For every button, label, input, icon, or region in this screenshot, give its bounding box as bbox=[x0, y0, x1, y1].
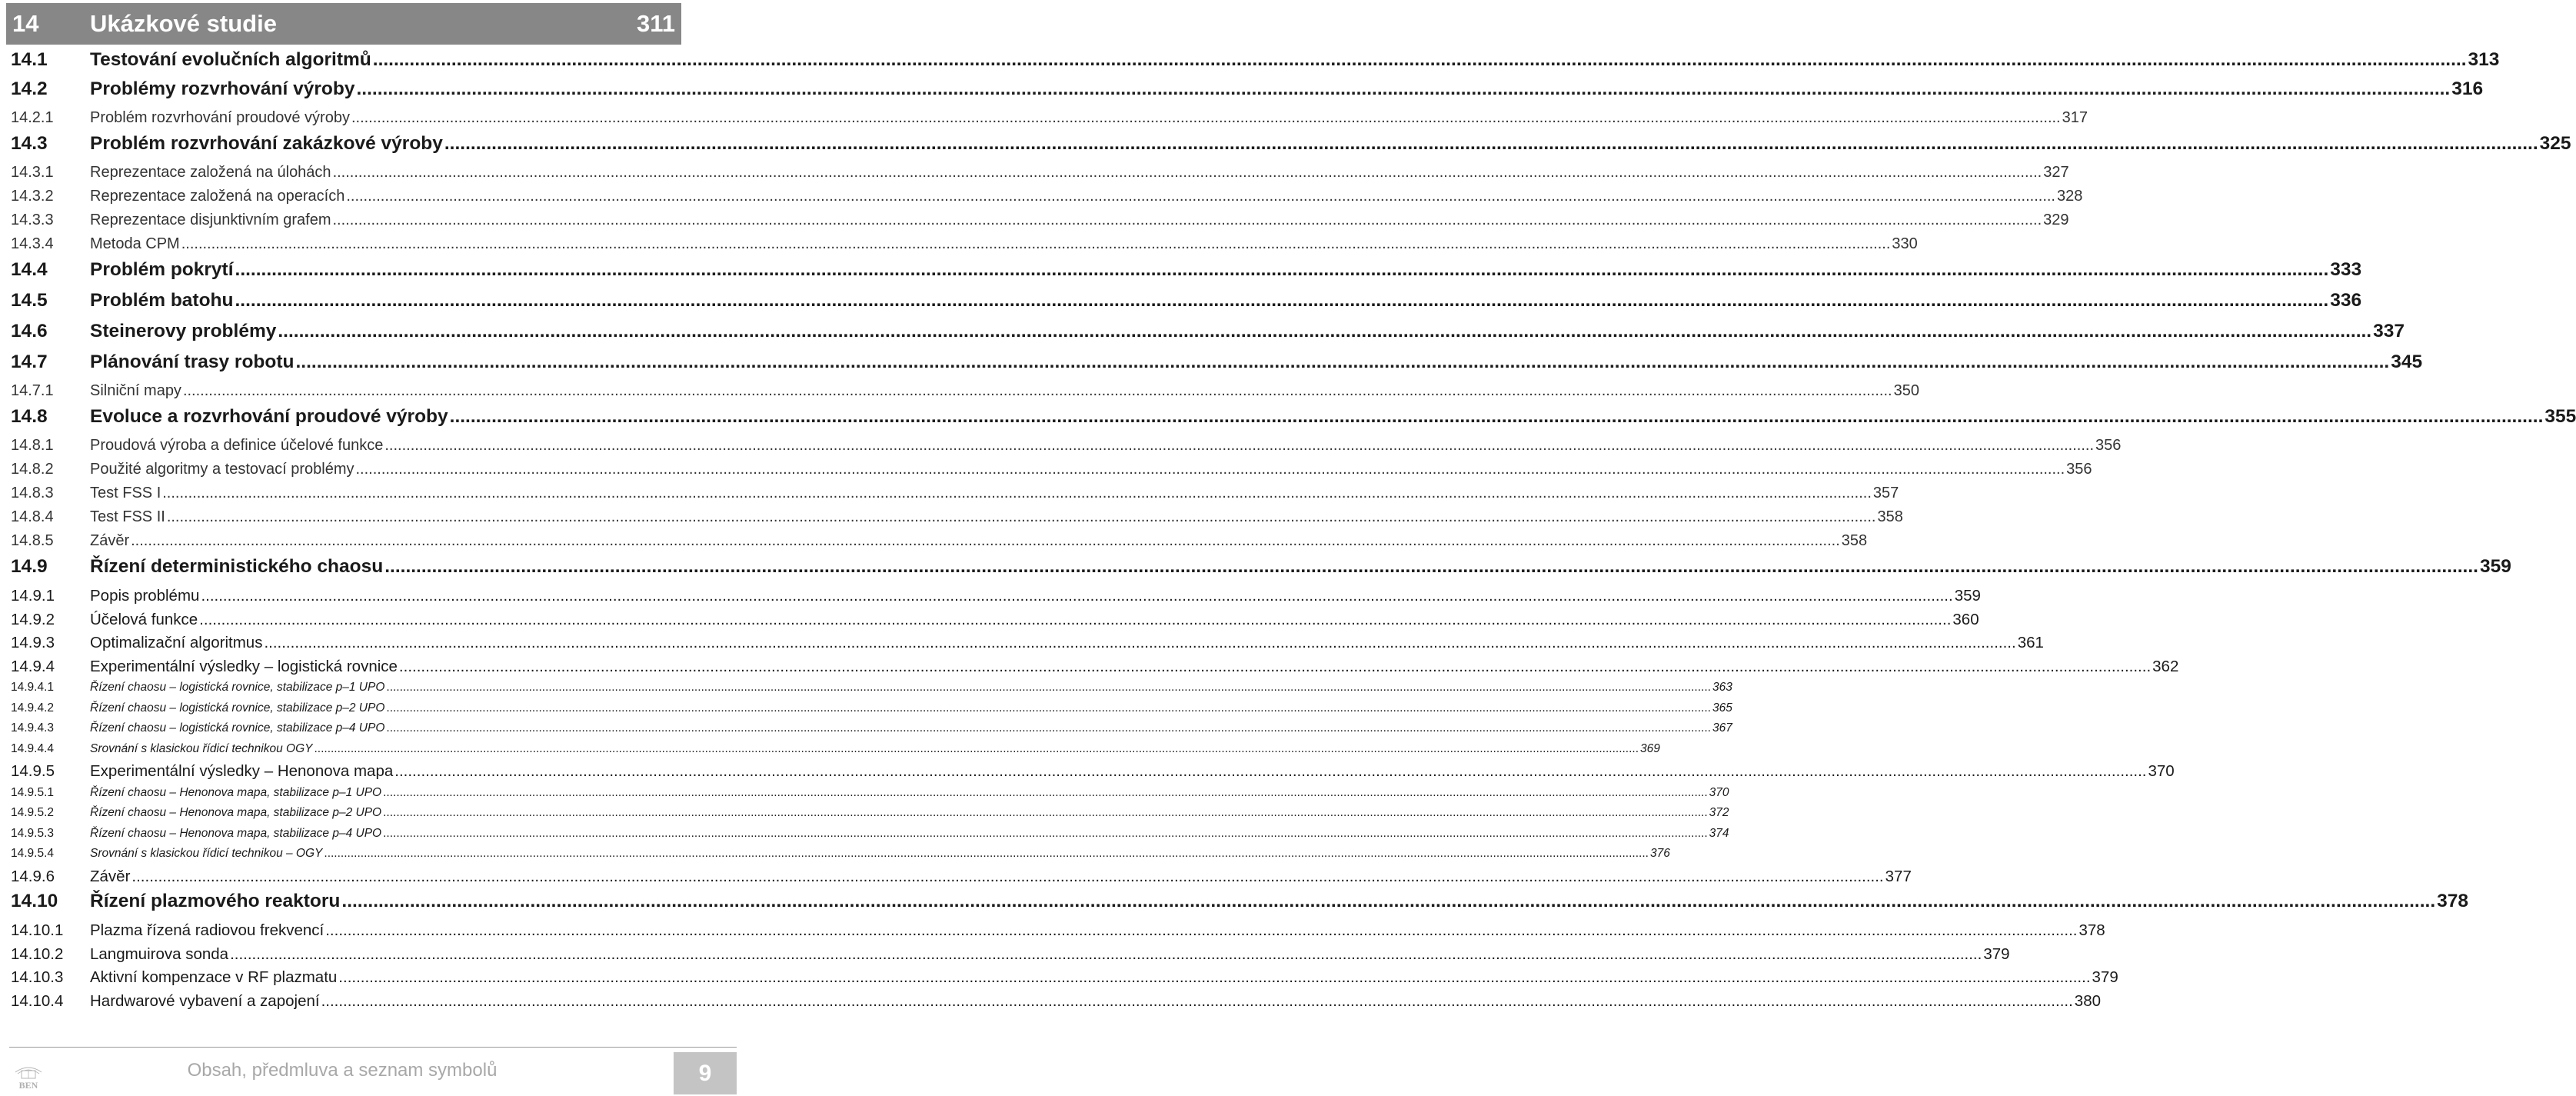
toc-entry-page: 330 bbox=[1892, 235, 1918, 252]
toc-entry-page: 336 bbox=[2330, 290, 2362, 311]
toc-entry[interactable] bbox=[11, 532, 1868, 556]
toc-entry-title: Evoluce a rozvrhování proudové výroby bbox=[90, 406, 448, 427]
toc-entry[interactable] bbox=[11, 762, 2175, 786]
toc-entry-title: Test FSS II bbox=[90, 508, 165, 525]
toc-entry-number: 14.9.4 bbox=[11, 657, 55, 675]
toc-entry[interactable] bbox=[11, 826, 1729, 848]
toc-entry-title: Steinerovy problémy bbox=[90, 321, 277, 341]
toc-entry-page: 345 bbox=[2391, 351, 2423, 372]
toc-entry[interactable] bbox=[11, 49, 2500, 78]
toc-entry-title: Problém batohu bbox=[90, 290, 234, 311]
toc-entry-number: 14.9.1 bbox=[11, 587, 55, 605]
toc-entry-page: 380 bbox=[2074, 991, 2102, 1010]
toc-entry[interactable] bbox=[11, 321, 2405, 351]
toc-entry-page: 362 bbox=[2152, 657, 2179, 675]
logo-lettering: BEN bbox=[18, 1080, 38, 1091]
dot-leader: ................................................................................................................................................................................................................................................................................................................................................................................................................ bbox=[384, 437, 2095, 454]
toc-entry-number: 14.9.4.1 bbox=[11, 681, 55, 694]
toc-entry-number: 14.5 bbox=[11, 290, 48, 311]
toc-entry-number: 14.4 bbox=[11, 259, 48, 280]
toc-entry-title: Řízení chaosu – logistická rovnice, stabilizace p–2 UPO bbox=[90, 701, 385, 715]
dot-leader: ................................................................................................................................................................................................................................................................................................................................................................................................................ bbox=[230, 944, 1982, 963]
toc-entry-page: 365 bbox=[1712, 701, 1732, 715]
toc-entry-title: Řízení chaosu – Henonova mapa, stabilizace p–1 UPO bbox=[90, 785, 382, 799]
toc-entry-number: 14.9.4.4 bbox=[11, 741, 55, 755]
toc-entry-title: Problém pokrytí bbox=[90, 259, 234, 280]
toc-entry-number: 14.10 bbox=[11, 891, 58, 911]
toc-entry-title: Problém rozvrhování proudové výroby bbox=[90, 109, 350, 126]
toc-entry-page: 370 bbox=[1709, 785, 1729, 799]
toc-entry-page: 367 bbox=[1712, 721, 1732, 735]
toc-entry[interactable] bbox=[11, 701, 1732, 722]
dot-leader: ................................................................................................................................................................................................................................................................................................................................................................................................................ bbox=[372, 49, 2467, 70]
toc-entry[interactable] bbox=[11, 437, 2122, 461]
toc-entry-number: 14.3.4 bbox=[11, 235, 54, 252]
toc-entry[interactable] bbox=[11, 235, 1918, 259]
footer-divider bbox=[9, 1047, 737, 1048]
toc-entry-title: Plánování trasy robotu bbox=[90, 351, 295, 372]
toc-entry-number: 14.3 bbox=[11, 133, 48, 154]
chapter-page: 311 bbox=[636, 10, 675, 37]
toc-entry[interactable] bbox=[11, 382, 1919, 406]
toc-entry-number: 14.9.4.3 bbox=[11, 721, 55, 735]
dot-leader: ................................................................................................................................................................................................................................................................................................................................................................................................................ bbox=[321, 991, 2073, 1010]
toc-entry-number: 14.9 bbox=[11, 556, 48, 577]
toc-entry-title: Řízení plazmového reaktoru bbox=[90, 891, 341, 911]
toc-entry-number: 14.8.4 bbox=[11, 508, 54, 525]
dot-leader: ................................................................................................................................................................................................................................................................................................................................................................................................................ bbox=[131, 867, 1884, 885]
toc-entry-title: Reprezentace založená na operacích bbox=[90, 188, 345, 205]
toc-entry[interactable] bbox=[11, 921, 2105, 945]
chapter-number: 14 bbox=[12, 10, 39, 37]
toc-entry[interactable] bbox=[11, 847, 1670, 868]
toc-entry-number: 14.8.2 bbox=[11, 461, 54, 478]
toc-entry[interactable] bbox=[11, 657, 2179, 681]
toc-entry[interactable] bbox=[11, 78, 2484, 109]
toc-entry[interactable] bbox=[11, 556, 2511, 587]
toc-entry-title: Langmuirova sonda bbox=[90, 944, 229, 963]
dot-leader: ................................................................................................................................................................................................................................................................................................................................................................................................................ bbox=[383, 826, 1708, 840]
toc-entry-page: 317 bbox=[2062, 109, 2088, 126]
toc-entry-page: 369 bbox=[1640, 741, 1660, 755]
toc-entry-number: 14.2.1 bbox=[11, 109, 54, 126]
toc-entry-title: Závěr bbox=[90, 532, 130, 549]
toc-entry-title: Test FSS I bbox=[90, 485, 161, 501]
toc-entry[interactable] bbox=[11, 406, 2576, 437]
toc-entry[interactable] bbox=[11, 109, 2088, 133]
toc-entry-number: 14.9.5.1 bbox=[11, 785, 55, 799]
toc-entry-number: 14.3.1 bbox=[11, 164, 54, 181]
toc-entry-title: Metoda CPM bbox=[90, 235, 180, 252]
toc-entry-number: 14.10.1 bbox=[11, 921, 64, 939]
toc-entry-page: 327 bbox=[2043, 164, 2069, 181]
toc-entry-page: 376 bbox=[1649, 847, 1670, 860]
dot-leader: ................................................................................................................................................................................................................................................................................................................................................................................................................ bbox=[356, 78, 2451, 99]
toc-entry-number: 14.9.2 bbox=[11, 610, 55, 628]
toc-entry-page: 379 bbox=[2092, 968, 2118, 986]
toc-entry[interactable] bbox=[11, 785, 1729, 807]
toc-entry-title: Optimalizační algoritmus bbox=[90, 634, 263, 651]
toc-entry-page: 355 bbox=[2544, 406, 2576, 427]
toc-entry-title: Plazma řízená radiovou frekvencí bbox=[90, 921, 324, 939]
toc-entry-page: 356 bbox=[2066, 461, 2092, 478]
dot-leader: ................................................................................................................................................................................................................................................................................................................................................................................................................ bbox=[235, 259, 2329, 280]
toc-entry-title: Experimentální výsledky – Henonova mapa bbox=[90, 762, 394, 780]
toc-entry-title: Popis problému bbox=[90, 587, 200, 605]
toc-entry[interactable] bbox=[11, 188, 2083, 212]
toc-entry-number: 14.9.3 bbox=[11, 634, 55, 651]
dot-leader: ................................................................................................................................................................................................................................................................................................................................................................................................................ bbox=[181, 235, 1891, 252]
toc-entry[interactable] bbox=[11, 968, 2118, 992]
dot-leader: ................................................................................................................................................................................................................................................................................................................................................................................................................ bbox=[332, 212, 2042, 228]
toc-entry-number: 14.1 bbox=[11, 49, 48, 70]
toc-entry-title: Reprezentace založená na úlohách bbox=[90, 164, 331, 181]
toc-entry-number: 14.10.2 bbox=[11, 944, 64, 963]
toc-entry-page: 356 bbox=[2095, 437, 2122, 454]
toc-entry-title: Srovnání s klasickou řídicí technikou OGY bbox=[90, 741, 313, 755]
dot-leader: ................................................................................................................................................................................................................................................................................................................................................................................................................ bbox=[398, 657, 2152, 675]
dot-leader: ................................................................................................................................................................................................................................................................................................................................................................................................................ bbox=[383, 806, 1708, 819]
dot-leader: ................................................................................................................................................................................................................................................................................................................................................................................................................ bbox=[325, 921, 2078, 939]
toc-entry[interactable] bbox=[11, 867, 1912, 891]
dot-leader: ................................................................................................................................................................................................................................................................................................................................................................................................................ bbox=[314, 741, 1639, 755]
toc-entry-number: 14.9.5.2 bbox=[11, 806, 55, 819]
dot-leader: ................................................................................................................................................................................................................................................................................................................................................................................................................ bbox=[295, 351, 2390, 372]
toc-entry-page: 377 bbox=[1885, 867, 1912, 885]
toc-entry-page: 378 bbox=[2437, 891, 2469, 911]
toc-entry[interactable] bbox=[11, 634, 2044, 658]
toc-entry-title: Aktivní kompenzace v RF plazmatu bbox=[90, 968, 338, 986]
toc-entry-page: 350 bbox=[1893, 382, 1919, 399]
toc-entry-page: 361 bbox=[2017, 634, 2044, 651]
toc-entry-page: 337 bbox=[2373, 321, 2405, 341]
dot-leader: ................................................................................................................................................................................................................................................................................................................................................................................................................ bbox=[386, 681, 1711, 694]
table-of-contents bbox=[11, 49, 2576, 1015]
toc-entry[interactable] bbox=[11, 290, 2362, 321]
toc-entry[interactable] bbox=[11, 259, 2362, 290]
dot-leader: ................................................................................................................................................................................................................................................................................................................................................................................................................ bbox=[444, 133, 2538, 154]
dot-leader: ................................................................................................................................................................................................................................................................................................................................................................................................................ bbox=[386, 701, 1711, 715]
toc-entry-title: Srovnání s klasickou řídicí technikou – OGY bbox=[90, 847, 323, 860]
dot-leader: ................................................................................................................................................................................................................................................................................................................................................................................................................ bbox=[166, 508, 1876, 525]
dot-leader: ................................................................................................................................................................................................................................................................................................................................................................................................................ bbox=[201, 587, 1953, 605]
toc-entry-number: 14.8.1 bbox=[11, 437, 54, 454]
toc-entry-title: Problém rozvrhování zakázkové výroby bbox=[90, 133, 443, 154]
toc-entry-number: 14.6 bbox=[11, 321, 48, 341]
toc-entry-title: Problémy rozvrhování výroby bbox=[90, 78, 355, 99]
toc-entry[interactable] bbox=[11, 485, 1899, 508]
dot-leader: ................................................................................................................................................................................................................................................................................................................................................................................................................ bbox=[383, 785, 1708, 799]
toc-entry-number: 14.8.3 bbox=[11, 485, 54, 501]
chapter-title: Ukázkové studie bbox=[90, 10, 277, 37]
toc-entry-title: Řízení chaosu – Henonova mapa, stabilizace p–2 UPO bbox=[90, 806, 382, 819]
toc-entry[interactable] bbox=[11, 991, 2102, 1016]
toc-entry-number: 14.10.4 bbox=[11, 991, 64, 1010]
toc-entry-title: Použité algoritmy a testovací problémy bbox=[90, 461, 354, 478]
toc-entry-title: Řízení chaosu – logistická rovnice, stabilizace p–1 UPO bbox=[90, 681, 385, 694]
toc-entry[interactable] bbox=[11, 891, 2469, 921]
toc-entry-number: 14.8.5 bbox=[11, 532, 54, 549]
toc-entry-page: 313 bbox=[2468, 49, 2500, 70]
toc-entry[interactable] bbox=[11, 164, 2069, 188]
toc-entry-page: 372 bbox=[1709, 806, 1729, 819]
dot-leader: ................................................................................................................................................................................................................................................................................................................................................................................................................ bbox=[386, 721, 1711, 735]
toc-entry[interactable] bbox=[11, 944, 2010, 969]
dot-leader: ................................................................................................................................................................................................................................................................................................................................................................................................................ bbox=[384, 556, 2478, 577]
footer-title: Obsah, předmluva a seznam symbolů bbox=[187, 1060, 498, 1081]
toc-entry[interactable] bbox=[11, 741, 1660, 763]
toc-entry-number: 14.9.4.2 bbox=[11, 701, 55, 715]
dot-leader: ................................................................................................................................................................................................................................................................................................................................................................................................................ bbox=[394, 762, 2147, 780]
toc-entry-page: 329 bbox=[2043, 212, 2069, 228]
toc-entry-title: Hardwarové vybavení a zapojení bbox=[90, 991, 320, 1010]
dot-leader: ................................................................................................................................................................................................................................................................................................................................................................................................................ bbox=[199, 610, 1952, 628]
toc-entry-page: 363 bbox=[1712, 681, 1732, 694]
toc-entry[interactable] bbox=[11, 610, 1979, 635]
dot-leader: ................................................................................................................................................................................................................................................................................................................................................................................................................ bbox=[346, 188, 2055, 205]
toc-entry[interactable] bbox=[11, 721, 1732, 742]
toc-entry-title: Testování evolučních algoritmů bbox=[90, 49, 371, 70]
toc-entry-number: 14.3.3 bbox=[11, 212, 54, 228]
dot-leader: ................................................................................................................................................................................................................................................................................................................................................................................................................ bbox=[449, 406, 2544, 427]
toc-entry-title: Řízení chaosu – logistická rovnice, stabilizace p–4 UPO bbox=[90, 721, 385, 735]
toc-entry-page: 359 bbox=[1954, 587, 1981, 605]
toc-entry-page: 333 bbox=[2330, 259, 2362, 280]
toc-entry-number: 14.9.5 bbox=[11, 762, 55, 780]
dot-leader: ................................................................................................................................................................................................................................................................................................................................................................................................................ bbox=[264, 634, 2016, 651]
dot-leader: ................................................................................................................................................................................................................................................................................................................................................................................................................ bbox=[278, 321, 2372, 341]
toc-entry-title: Experimentální výsledky – logistická rovnice bbox=[90, 657, 398, 675]
toc-entry-page: 357 bbox=[1872, 485, 1899, 501]
toc-entry[interactable] bbox=[11, 681, 1732, 701]
toc-entry-page: 359 bbox=[2479, 556, 2511, 577]
toc-entry-title: Účelová funkce bbox=[90, 610, 198, 628]
footer-page-number: 9 bbox=[674, 1052, 737, 1094]
dot-leader: ................................................................................................................................................................................................................................................................................................................................................................................................................ bbox=[162, 485, 1872, 501]
toc-entry-number: 14.10.3 bbox=[11, 968, 64, 986]
toc-entry-title: Řízení chaosu – Henonova mapa, stabilizace p–4 UPO bbox=[90, 826, 382, 840]
toc-entry-title: Řízení deterministického chaosu bbox=[90, 556, 384, 577]
toc-entry-page: 316 bbox=[2451, 78, 2484, 99]
toc-entry-title: Reprezentace disjunktivním grafem bbox=[90, 212, 331, 228]
toc-entry-page: 328 bbox=[2056, 188, 2083, 205]
toc-entry[interactable] bbox=[11, 461, 2092, 485]
chapter-header bbox=[6, 3, 681, 45]
toc-entry[interactable] bbox=[11, 351, 2423, 382]
toc-entry-number: 14.9.5.3 bbox=[11, 826, 55, 840]
toc-entry-number: 14.9.5.4 bbox=[11, 847, 55, 860]
toc-entry-number: 14.9.6 bbox=[11, 867, 55, 885]
toc-entry[interactable] bbox=[11, 133, 2571, 164]
toc-entry-number: 14.2 bbox=[11, 78, 48, 99]
toc-entry[interactable] bbox=[11, 212, 2069, 235]
toc-entry-page: 325 bbox=[2539, 133, 2571, 154]
toc-entry-page: 378 bbox=[2078, 921, 2105, 939]
toc-entry[interactable] bbox=[11, 587, 1981, 611]
toc-entry-page: 370 bbox=[2148, 762, 2175, 780]
toc-entry-page: 379 bbox=[1983, 944, 2010, 963]
dot-leader: ................................................................................................................................................................................................................................................................................................................................................................................................................ bbox=[341, 891, 2436, 911]
dot-leader: ................................................................................................................................................................................................................................................................................................................................................................................................................ bbox=[355, 461, 2065, 478]
toc-entry-page: 358 bbox=[1841, 532, 1868, 549]
dot-leader: ................................................................................................................................................................................................................................................................................................................................................................................................................ bbox=[351, 109, 2061, 126]
dot-leader: ................................................................................................................................................................................................................................................................................................................................................................................................................ bbox=[332, 164, 2042, 181]
dot-leader: ................................................................................................................................................................................................................................................................................................................................................................................................................ bbox=[182, 382, 1892, 399]
toc-entry-title: Silniční mapy bbox=[90, 382, 181, 399]
dot-leader: ................................................................................................................................................................................................................................................................................................................................................................................................................ bbox=[338, 968, 2091, 986]
toc-entry-number: 14.7 bbox=[11, 351, 48, 372]
toc-entry-number: 14.3.2 bbox=[11, 188, 54, 205]
dot-leader: ................................................................................................................................................................................................................................................................................................................................................................................................................ bbox=[235, 290, 2329, 311]
toc-entry-page: 374 bbox=[1709, 826, 1729, 840]
dot-leader: ................................................................................................................................................................................................................................................................................................................................................................................................................ bbox=[324, 847, 1649, 860]
toc-entry-title: Proudová výroba a definice účelové funkce bbox=[90, 437, 384, 454]
toc-entry-page: 358 bbox=[1877, 508, 1903, 525]
toc-entry[interactable] bbox=[11, 508, 1903, 532]
dot-leader: ................................................................................................................................................................................................................................................................................................................................................................................................................ bbox=[131, 532, 1840, 549]
toc-entry[interactable] bbox=[11, 806, 1729, 827]
toc-entry-number: 14.7.1 bbox=[11, 382, 54, 399]
toc-entry-page: 360 bbox=[1952, 610, 1979, 628]
toc-entry-title: Závěr bbox=[90, 867, 131, 885]
toc-entry-number: 14.8 bbox=[11, 406, 48, 427]
